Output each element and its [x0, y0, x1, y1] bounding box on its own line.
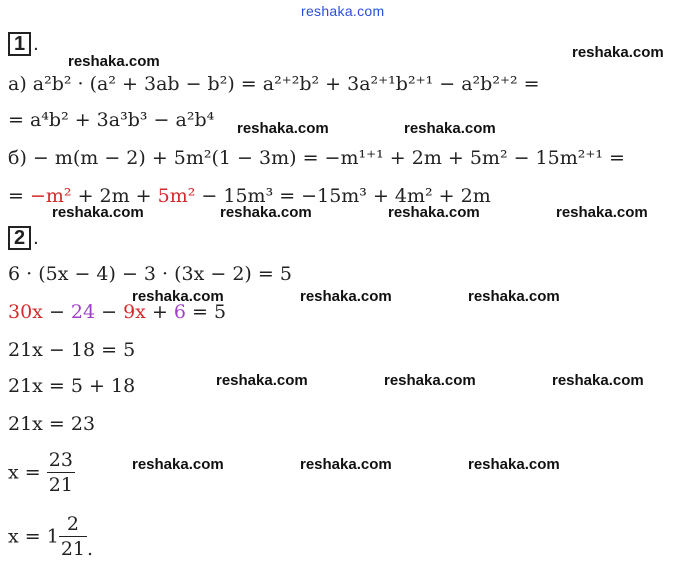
task-1-number: 1 [8, 32, 31, 56]
task-1-header [8, 32, 39, 56]
task-2-line-4: 21x = 5 + 18 [8, 375, 136, 397]
task-1b-part-1: = [8, 185, 30, 207]
period: . [87, 538, 94, 560]
minus-sign: − [95, 301, 124, 323]
numerator: 23 [48, 449, 73, 471]
denominator: 21 [60, 538, 85, 560]
watermark: reshaka.com [132, 288, 224, 305]
watermark: reshaka.com [552, 372, 644, 389]
lhs: x = 1 [8, 525, 59, 548]
watermark: reshaka.com [300, 456, 392, 473]
task-1b-part-2: + 2m + [71, 185, 158, 207]
watermark: reshaka.com [68, 53, 160, 70]
task-2-line-1: 6 · (5x − 4) − 3 · (3x − 2) = 5 [8, 263, 292, 285]
term-6: 6 [173, 301, 186, 323]
watermark: reshaka.com [237, 120, 329, 137]
task-1b-part-3: − 15m³ = −15m³ + 4m² + 2m [195, 185, 491, 207]
task-2-header [8, 226, 39, 250]
task-2-line-3: 21x − 18 = 5 [8, 339, 136, 361]
fraction [47, 448, 75, 497]
watermark: reshaka.com [384, 372, 476, 389]
watermark: reshaka.com [132, 456, 224, 473]
lhs: x = [8, 461, 41, 484]
watermark: reshaka.com [216, 372, 308, 389]
term-30x: 30x [8, 301, 43, 323]
term-24: 24 [70, 301, 96, 323]
term-9x: 9x [123, 301, 146, 323]
plus-sign: + [145, 301, 174, 323]
watermark: reshaka.com [404, 120, 496, 137]
task-1b-line-1: б) − m(m − 2) + 5m²(1 − 3m) = −m¹⁺¹ + 2m + 5m² − 15m²⁺¹ = [8, 147, 625, 169]
watermark: reshaka.com [572, 44, 664, 61]
equals-5: = 5 [186, 301, 227, 323]
watermark-top: reshaka.com [301, 3, 385, 19]
task-1a-line-1: а) a²b² · (a² + 3ab − b²) = a²⁺²b² + 3a²⁺¹b²⁺¹ − a²b²⁺² = [8, 73, 540, 95]
fraction [59, 512, 87, 561]
watermark: reshaka.com [300, 288, 392, 305]
watermark: reshaka.com [52, 204, 144, 221]
watermark: reshaka.com [468, 456, 560, 473]
denominator: 21 [48, 474, 73, 496]
minus-sign: − [42, 301, 71, 323]
task-1a-line-2: = a⁴b² + 3a³b³ − a²b⁴ [8, 109, 215, 131]
task-2-line-5: 21x = 23 [8, 413, 96, 435]
task-2-line-6 [8, 448, 75, 497]
numerator: 2 [59, 512, 87, 537]
task-2-line-2 [8, 300, 226, 324]
task-2-number: 2 [8, 226, 31, 250]
task-1b-highlight-1: −m² [29, 185, 72, 207]
watermark: reshaka.com [468, 288, 560, 305]
task-2-line-7 [8, 512, 93, 561]
task-2-dot: . [33, 227, 39, 249]
watermark: reshaka.com [556, 204, 648, 221]
watermark: reshaka.com [388, 204, 480, 221]
task-1b-highlight-2: 5m² [157, 185, 196, 207]
watermark: reshaka.com [220, 204, 312, 221]
task-1-dot: . [33, 33, 39, 55]
